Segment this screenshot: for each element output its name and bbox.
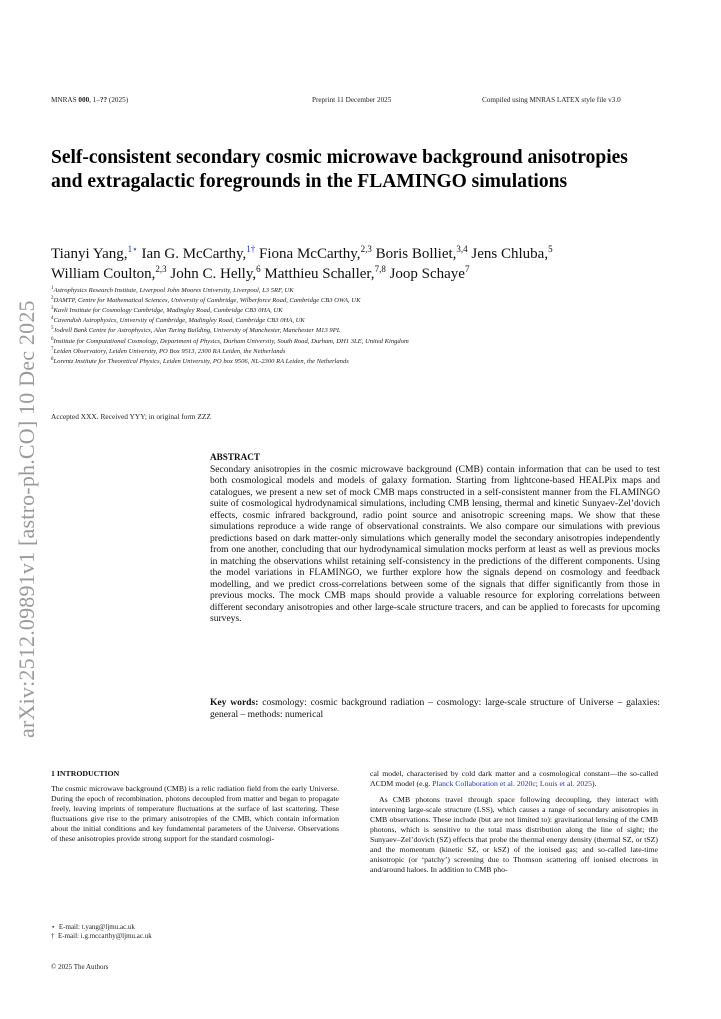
footnote-email-mccarthy: † E-mail: i.g.mccarthy@ljmu.ac.uk bbox=[51, 932, 152, 940]
abstract-block bbox=[210, 452, 660, 625]
author-name: Jens Chluba, bbox=[467, 246, 549, 262]
corresponding-author-star-mark[interactable]: ⋆ bbox=[132, 244, 138, 254]
keywords-label: Key words: bbox=[210, 697, 259, 708]
author-name: Tianyi Yang, bbox=[51, 246, 128, 262]
intro-paragraph-2: As CMB photons travel through space following decoupling, they interact with intervening large-scale structure (LSS), which causes a range of secondary anisotropies in CMB observations. These include (but are not limited to): gravitational lensing of the CMB photons, which is sensitive to the total mass distribution along the line of sight; the Sunyaev–Zel’dovich (SZ) effects that probe the thermal energy density (thermal SZ, or tSZ) and the momentum (kinetic SZ, or kSZ) of the ionised gas; and so-called late-time anisotropic (or ‘patchy’) screening due to Thomson scattering off ionised electrons in and/around haloes. In addition to CMB pho- bbox=[370, 795, 658, 875]
author-affil-number: 2,3 bbox=[155, 264, 167, 274]
affiliation-item: $^4$Cavendish Astrophysics, University of Cambridge, Madingley Road, Cambridge CB3 0HA, UK bbox=[51, 316, 305, 325]
affiliation-item: $^6$Institute for Computational Cosmology, Department of Physics, Durham University, South Road, Durham, DH1 3LE, United Kingdom bbox=[51, 336, 409, 345]
author-affil-number: 2,3 bbox=[360, 244, 372, 254]
author-name: Joop Schaye bbox=[385, 266, 465, 282]
paper-title: Self-consistent secondary cosmic microwave background anisotropies and extragalactic foregrounds in the FLAMINGO simulations bbox=[51, 147, 628, 192]
affiliation-item: $^5$Jodrell Bank Centre for Astrophysics, Alan Turing Building, University of Manchester, Manchester M13 9PL bbox=[51, 326, 341, 335]
author-name: John C. Helly, bbox=[166, 266, 257, 282]
author-list bbox=[51, 244, 691, 284]
affiliation-list bbox=[51, 286, 691, 368]
author-affil-number: 6 bbox=[256, 264, 261, 274]
abstract-text: Secondary anisotropies in the cosmic microwave background (CMB) contain information that can be used to test both cosmological models and models of galaxy formation. Starting from lightcone-based HEALPix maps and catalogues, we present a new set of mock CMB maps constructed in a self-consistent manner from the FLAMINGO suite of cosmological hydrodynamical simulations, including CMB lensing, thermal and kinetic Sunyaev-Zel’dovich effects, cosmic infrared background, radio point source and anisotropic screening maps. We show that these simulations reproduce a wide range of observational constraints. We also compare our simulations with previous predictions based on dark matter-only simulations which generally model the secondary anisotropies independently from one another, concluding that our hydrodynamical simulation mocks perform at least as well as previous mocks in matching the observations whilst retaining self-consistency in the predictions of the different components. Using the model variations in FLAMINGO, we further explore how the signals depend on cosmology and feedback modelling, and we predict cross-correlations between some of the signals that differ significantly from those in previous mocks. The mock CMB maps should provide a valuable resource for exploring correlations between different secondary anisotropies and other large-scale structure tracers, and can be applied to forecasts for upcoming surveys. bbox=[210, 463, 660, 624]
author-affil-number: 1 bbox=[127, 244, 133, 254]
affiliation-item: $^2$DAMTP, Centre for Mathematical Sciences, University of Cambridge, Wilberforce Road, Cambridge CB3 OWA, UK bbox=[51, 295, 361, 304]
affiliation-item: $^7$Leiden Observatory, Leiden University, PO Box 9513, 2300 RA Leiden, the Netherlands bbox=[51, 346, 286, 355]
affiliation-item: $^8$Lorentz Institute for Theoretical Physics, Leiden University, PO box 9506, NL-2300 RA Leiden, the Netherlands bbox=[51, 356, 349, 365]
author-name: Matthieu Schaller, bbox=[260, 266, 375, 282]
running-header-journal: MNRAS 000, 1–?? (2025) bbox=[51, 96, 129, 104]
submission-history: Accepted XXX. Received YYY; in original form ZZZ bbox=[51, 412, 211, 421]
author-affil-number: 7 bbox=[464, 264, 470, 274]
author-affil-number: 1 bbox=[246, 244, 251, 254]
author-affil-number: 5 bbox=[548, 244, 553, 254]
affiliation-item: $^3$Kavli Institute for Cosmology Cambridge, Madingley Road, Cambridge CB3 0HA, UK bbox=[51, 305, 283, 314]
intro-paragraph-continued: cal model, characterised by cold dark matter and a cosmological constant—the so-called ΛCDM model (e.g. Planck Collaboration et al. 2020c; Louis et al. 2025). bbox=[370, 769, 658, 789]
affiliation-item: $^1$Astrophysics Research Institute, Liverpool John Moores University, Liverpool, L3 5RF, UK bbox=[51, 285, 294, 294]
citation-link-planck[interactable]: Planck Collaboration et al. 2020c bbox=[432, 779, 536, 789]
corresponding-author-dagger-mark[interactable]: † bbox=[250, 244, 256, 254]
footnote-email-yang: ⋆ E-mail: t.yang@ljmu.ac.uk bbox=[51, 923, 135, 931]
keywords-text: cosmology: cosmic background radiation – cosmology: large-scale structure of Universe – galaxies: general – methods: numerical bbox=[210, 697, 660, 720]
running-header-style-note: Compiled using MNRAS LATEX style file v3.0 bbox=[482, 96, 621, 104]
author-affil-number: 3,4 bbox=[456, 244, 468, 254]
intro-paragraph-1: The cosmic microwave background (CMB) is a relic radiation field from the early Universe. During the epoch of recombination, photons decoupled from matter and began to propagate freely, leaving imprints of temperature fluctuations at the surface of last scattering. These fluctuations give rise to the primary anisotropies of the CMB, which contain information about the initial conditions and key fundamental parameters of the Universe. Observations of these anisotropies provide strong support for the standard cosmologi- bbox=[51, 784, 339, 844]
copyright-notice: © 2025 The Authors bbox=[51, 963, 109, 971]
citation-link-louis[interactable]: Louis et al. 2025 bbox=[539, 779, 592, 789]
keywords-block bbox=[210, 697, 660, 720]
running-header-preprint-date: Preprint 11 December 2025 bbox=[312, 96, 392, 104]
intro-left-column bbox=[51, 769, 339, 844]
arxiv-identifier-stamp[interactable]: arXiv:2512.09891v1 [astro-ph.CO] 10 Dec 2025 bbox=[14, 300, 39, 738]
author-name: Fiona McCarthy, bbox=[255, 246, 361, 262]
footnotes bbox=[51, 923, 152, 941]
author-name: Ian G. McCarthy, bbox=[137, 246, 247, 262]
abstract-heading: ABSTRACT bbox=[210, 452, 261, 462]
author-name: Boris Bolliet, bbox=[371, 246, 457, 262]
intro-right-column bbox=[370, 769, 658, 875]
section-heading-introduction: 1 INTRODUCTION bbox=[51, 769, 120, 778]
author-name: William Coulton, bbox=[51, 266, 156, 282]
author-affil-number: 7,8 bbox=[374, 264, 386, 274]
